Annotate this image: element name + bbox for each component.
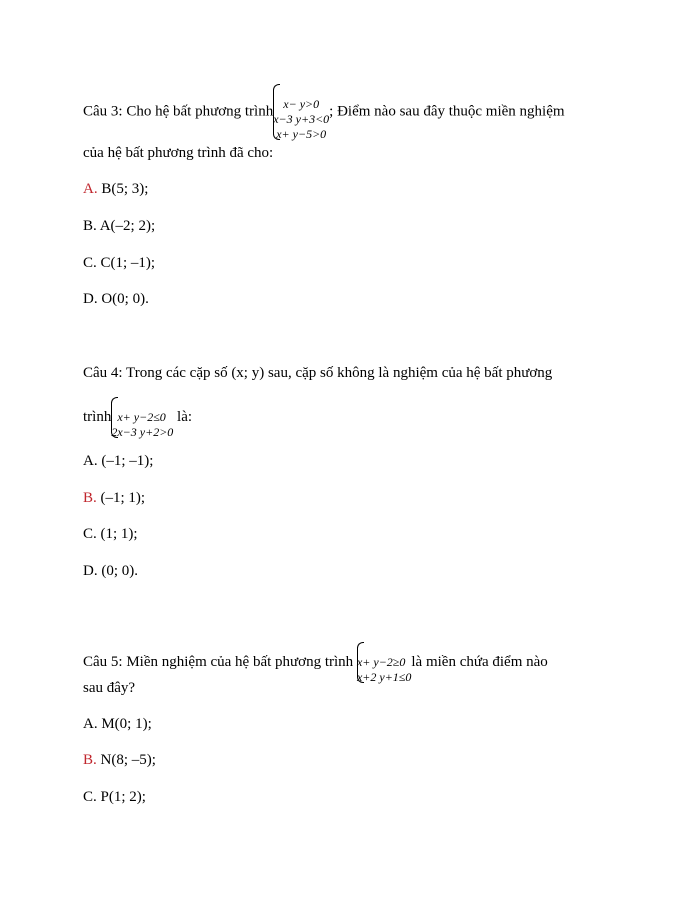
q4-system [111, 395, 173, 440]
q3-option-d [83, 291, 149, 308]
q3-option-c-label: C. [83, 255, 97, 271]
q5-brace [357, 642, 364, 683]
q3-prefix: Câu 3: Cho hệ bất phương trình [83, 103, 274, 120]
q4-ineq-1: x+ y−2≤0 [117, 410, 166, 424]
q3-stem [83, 82, 565, 142]
q3-suffix: ; Điểm nào sau đây thuộc miền nghiệm [329, 103, 565, 120]
q4-option-b [83, 490, 145, 507]
q3-option-c-text: C(1; –1); [100, 255, 156, 271]
q5-option-a-label: A. [83, 716, 98, 732]
q5-ineq-2: x+2 y+1≤0 [356, 670, 412, 684]
q3-option-c [83, 255, 155, 272]
q3-option-a-label: A. [83, 181, 98, 197]
q5-prefix: Câu 5: Miền nghiệm của hệ bất phương trình [83, 653, 354, 670]
q3-ineq-2: x−3 y+3<0 [273, 112, 330, 126]
q5-option-a [83, 716, 152, 733]
q4-ineq-2: 2x−3 y+2>0 [111, 425, 174, 439]
q4-option-d-label: D. [83, 563, 98, 579]
q3-stem-cont: của hệ bất phương trình đã cho: [83, 145, 274, 161]
q5-option-a-text: M(0; 1); [101, 716, 152, 732]
q3-option-d-text: O(0; 0). [101, 291, 149, 307]
q3-option-a [83, 181, 148, 198]
q3-option-b-text: A(–2; 2); [99, 218, 156, 234]
q5-stem-cont: sau đây? [83, 680, 136, 696]
q4-prefix: trình [83, 408, 112, 425]
q4-option-a-text: (–1; –1); [101, 453, 154, 469]
q4-option-d [83, 563, 138, 580]
q4-brace [111, 397, 118, 438]
q5-option-c [83, 789, 146, 806]
q5-ineq-1: x+ y−2≥0 [356, 655, 406, 669]
q5-option-c-label: C. [83, 789, 97, 805]
q5-option-b [83, 752, 156, 769]
q3-option-b-label: B. [83, 218, 97, 234]
q3-ineq-3: x+ y−5>0 [276, 127, 327, 141]
q5-stem [83, 640, 548, 685]
q4-stem: Câu 4: Trong các cặp số (x; y) sau, cặp số không là nghiệm của hệ bất phương [83, 365, 553, 381]
q3-ineq-1: x− y>0 [283, 97, 320, 111]
q4-stem-cont [83, 395, 192, 440]
q5-option-b-text: N(8; –5); [100, 752, 156, 768]
q4-option-c-text: (1; 1); [100, 526, 138, 542]
q5-option-b-label: B. [83, 752, 97, 768]
q3-system [273, 82, 329, 142]
q5-option-c-text: P(1; 2); [100, 789, 146, 805]
q3-brace [273, 84, 280, 140]
q4-suffix: là: [177, 408, 193, 425]
q4-option-d-text: (0; 0). [101, 563, 139, 579]
q4-option-b-label: B. [83, 490, 97, 506]
q4-option-b-text: (–1; 1); [100, 490, 146, 506]
q4-option-a [83, 453, 153, 470]
q3-option-a-text: B(5; 3); [101, 181, 149, 197]
q5-suffix: là miền chứa điểm nào [411, 653, 548, 670]
q4-option-a-label: A. [83, 453, 98, 469]
q3-option-d-label: D. [83, 291, 98, 307]
q5-system [357, 640, 411, 685]
q4-option-c-label: C. [83, 526, 97, 542]
q3-option-b [83, 218, 155, 235]
q4-option-c [83, 526, 138, 543]
